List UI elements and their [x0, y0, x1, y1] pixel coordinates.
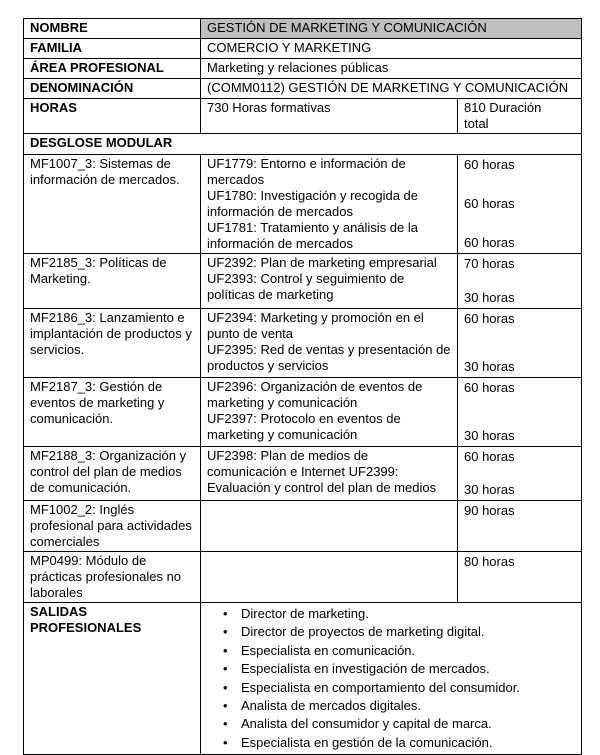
row-label-familia: FAMILIA	[24, 39, 201, 58]
module-units-empty	[201, 501, 458, 551]
module-hours	[458, 501, 581, 551]
module-units-empty	[201, 552, 458, 602]
bullet-icon: •	[223, 734, 228, 750]
hours-value: 60 horas	[464, 449, 515, 464]
module-hours	[458, 447, 581, 500]
hours-value: 60 horas	[464, 311, 515, 326]
table-row-area-profesional	[24, 59, 581, 79]
hours-value: 80 horas	[464, 554, 515, 569]
qualification-table	[23, 18, 582, 755]
row-label-salidas: SALIDAS PROFESIONALES	[24, 603, 201, 754]
module-row-mf1007	[24, 155, 581, 254]
uf-item: UF2395: Red de ventas y presentación de productos y servicios	[207, 342, 451, 373]
row-label-area: ÁREA PROFESIONAL	[24, 59, 201, 78]
module-title: MF1007_3: Sistemas de información de mercados.	[24, 155, 201, 253]
salidas-item	[223, 715, 581, 733]
module-row-mf2186	[24, 309, 581, 378]
salidas-item-label: Especialista en gestión de la comunicación.	[241, 734, 493, 750]
module-title: MF1002_2: Inglés profesional para actividades comerciales	[24, 501, 201, 551]
module-title: MP0499: Módulo de prácticas profesionales no laborales	[24, 552, 201, 602]
hours-value: 30 horas	[464, 290, 515, 305]
bullet-icon: •	[223, 606, 228, 621]
module-title: MF2186_3: Lanzamiento e implantación de productos y servicios.	[24, 309, 201, 377]
uf-item: UF2396: Organización de eventos de marketing y comunicación	[207, 379, 423, 410]
module-units	[201, 254, 458, 308]
row-value-area: Marketing y relaciones públicas	[207, 60, 389, 75]
salidas-list	[201, 603, 581, 754]
module-units	[201, 447, 458, 500]
hours-value: 60 horas	[464, 235, 515, 250]
module-hours	[458, 378, 581, 446]
row-label-horas: HORAS	[24, 99, 201, 133]
uf-item: UF2394: Marketing y promoción en el punto de venta	[207, 310, 424, 341]
salidas-item-label: Analista de mercados digitales.	[241, 698, 421, 714]
hours-value: 30 horas	[464, 359, 515, 374]
module-row-mf2187	[24, 378, 581, 447]
table-row-salidas	[24, 603, 581, 754]
uf-item: UF2397: Protocolo en eventos de marketing y comunicación	[207, 411, 401, 442]
row-value-denominacion: (COMM0112) GESTIÓN DE MARKETING Y COMUNICACIÓN	[207, 80, 569, 95]
uf-item: UF2398: Plan de medios de comunicación e Internet UF2399: Evaluación y control del plan de medios	[207, 448, 437, 495]
module-units	[201, 309, 458, 377]
horas-formativas: 730 Horas formativas	[201, 99, 458, 133]
hours-value: 30 horas	[464, 428, 515, 443]
module-units	[201, 378, 458, 446]
salidas-item	[223, 642, 581, 660]
bullet-icon: •	[223, 679, 228, 695]
salidas-item-label: Director de proyectos de marketing digital.	[241, 624, 485, 640]
module-units	[201, 155, 458, 253]
module-title: MF2188_3: Organización y control del plan de medios de comunicación.	[24, 447, 201, 500]
salidas-item-label: Especialista en investigación de mercados.	[241, 661, 490, 677]
uf-item: UF1781: Tratamiento y análisis de la información de mercados	[207, 220, 418, 251]
row-label-nombre: NOMBRE	[24, 19, 201, 38]
bullet-icon: •	[223, 642, 228, 658]
salidas-item	[223, 623, 581, 641]
uf-item: UF1780: Investigación y recogida de información de mercados	[207, 188, 419, 219]
row-value-nombre: GESTIÓN DE MARKETING Y COMUNICACIÓN	[201, 19, 581, 38]
uf-item: UF1779: Entorno e información de mercados	[207, 156, 406, 187]
module-row-mf2188	[24, 447, 581, 501]
hours-value: 60 horas	[464, 196, 515, 211]
salidas-item-label: Analista del consumidor y capital de marca.	[241, 716, 492, 732]
table-row-familia	[24, 39, 581, 59]
module-hours	[458, 254, 581, 308]
module-title: MF2187_3: Gestión de eventos de marketing y comunicación.	[24, 378, 201, 446]
bullet-icon: •	[223, 624, 228, 640]
row-label-denominacion: DENOMINACIÓN	[24, 79, 201, 98]
salidas-item	[223, 679, 581, 697]
table-row-denominacion	[24, 79, 581, 99]
hours-value: 90 horas	[464, 503, 515, 518]
section-header: DESGLOSE MODULAR	[30, 135, 173, 150]
bullet-icon: •	[223, 698, 228, 714]
module-row-mp0499	[24, 552, 581, 603]
uf-item: UF2393: Control y seguimiento de políticas de marketing	[207, 271, 405, 302]
module-hours	[458, 552, 581, 602]
module-row-mf2185	[24, 254, 581, 309]
table-row-horas	[24, 99, 581, 134]
module-row-mf1002	[24, 501, 581, 552]
module-hours	[458, 155, 581, 253]
uf-item: UF2392: Plan de marketing empresarial	[207, 255, 437, 270]
bullet-icon: •	[223, 716, 228, 732]
module-hours	[458, 309, 581, 377]
hours-value: 70 horas	[464, 256, 515, 271]
hours-value: 30 horas	[464, 482, 515, 497]
module-title: MF2185_3: Políticas de Marketing.	[24, 254, 201, 308]
salidas-item	[223, 660, 581, 678]
bullet-icon: •	[223, 661, 228, 677]
salidas-item	[223, 734, 581, 752]
hours-value: 60 horas	[464, 380, 515, 395]
salidas-item-label: Especialista en comportamiento del consumidor.	[241, 679, 520, 695]
salidas-item-label: Director de marketing.	[241, 606, 369, 621]
duracion-total: 810 Duración total	[464, 100, 542, 131]
row-value-familia: COMERCIO Y MARKETING	[207, 40, 372, 55]
hours-value: 60 horas	[464, 157, 515, 172]
salidas-item-label: Especialista en comunicación.	[241, 642, 416, 658]
table-row-nombre	[24, 19, 581, 39]
salidas-item	[223, 605, 581, 623]
table-row-desglose-header	[24, 134, 581, 155]
salidas-item	[223, 697, 581, 715]
